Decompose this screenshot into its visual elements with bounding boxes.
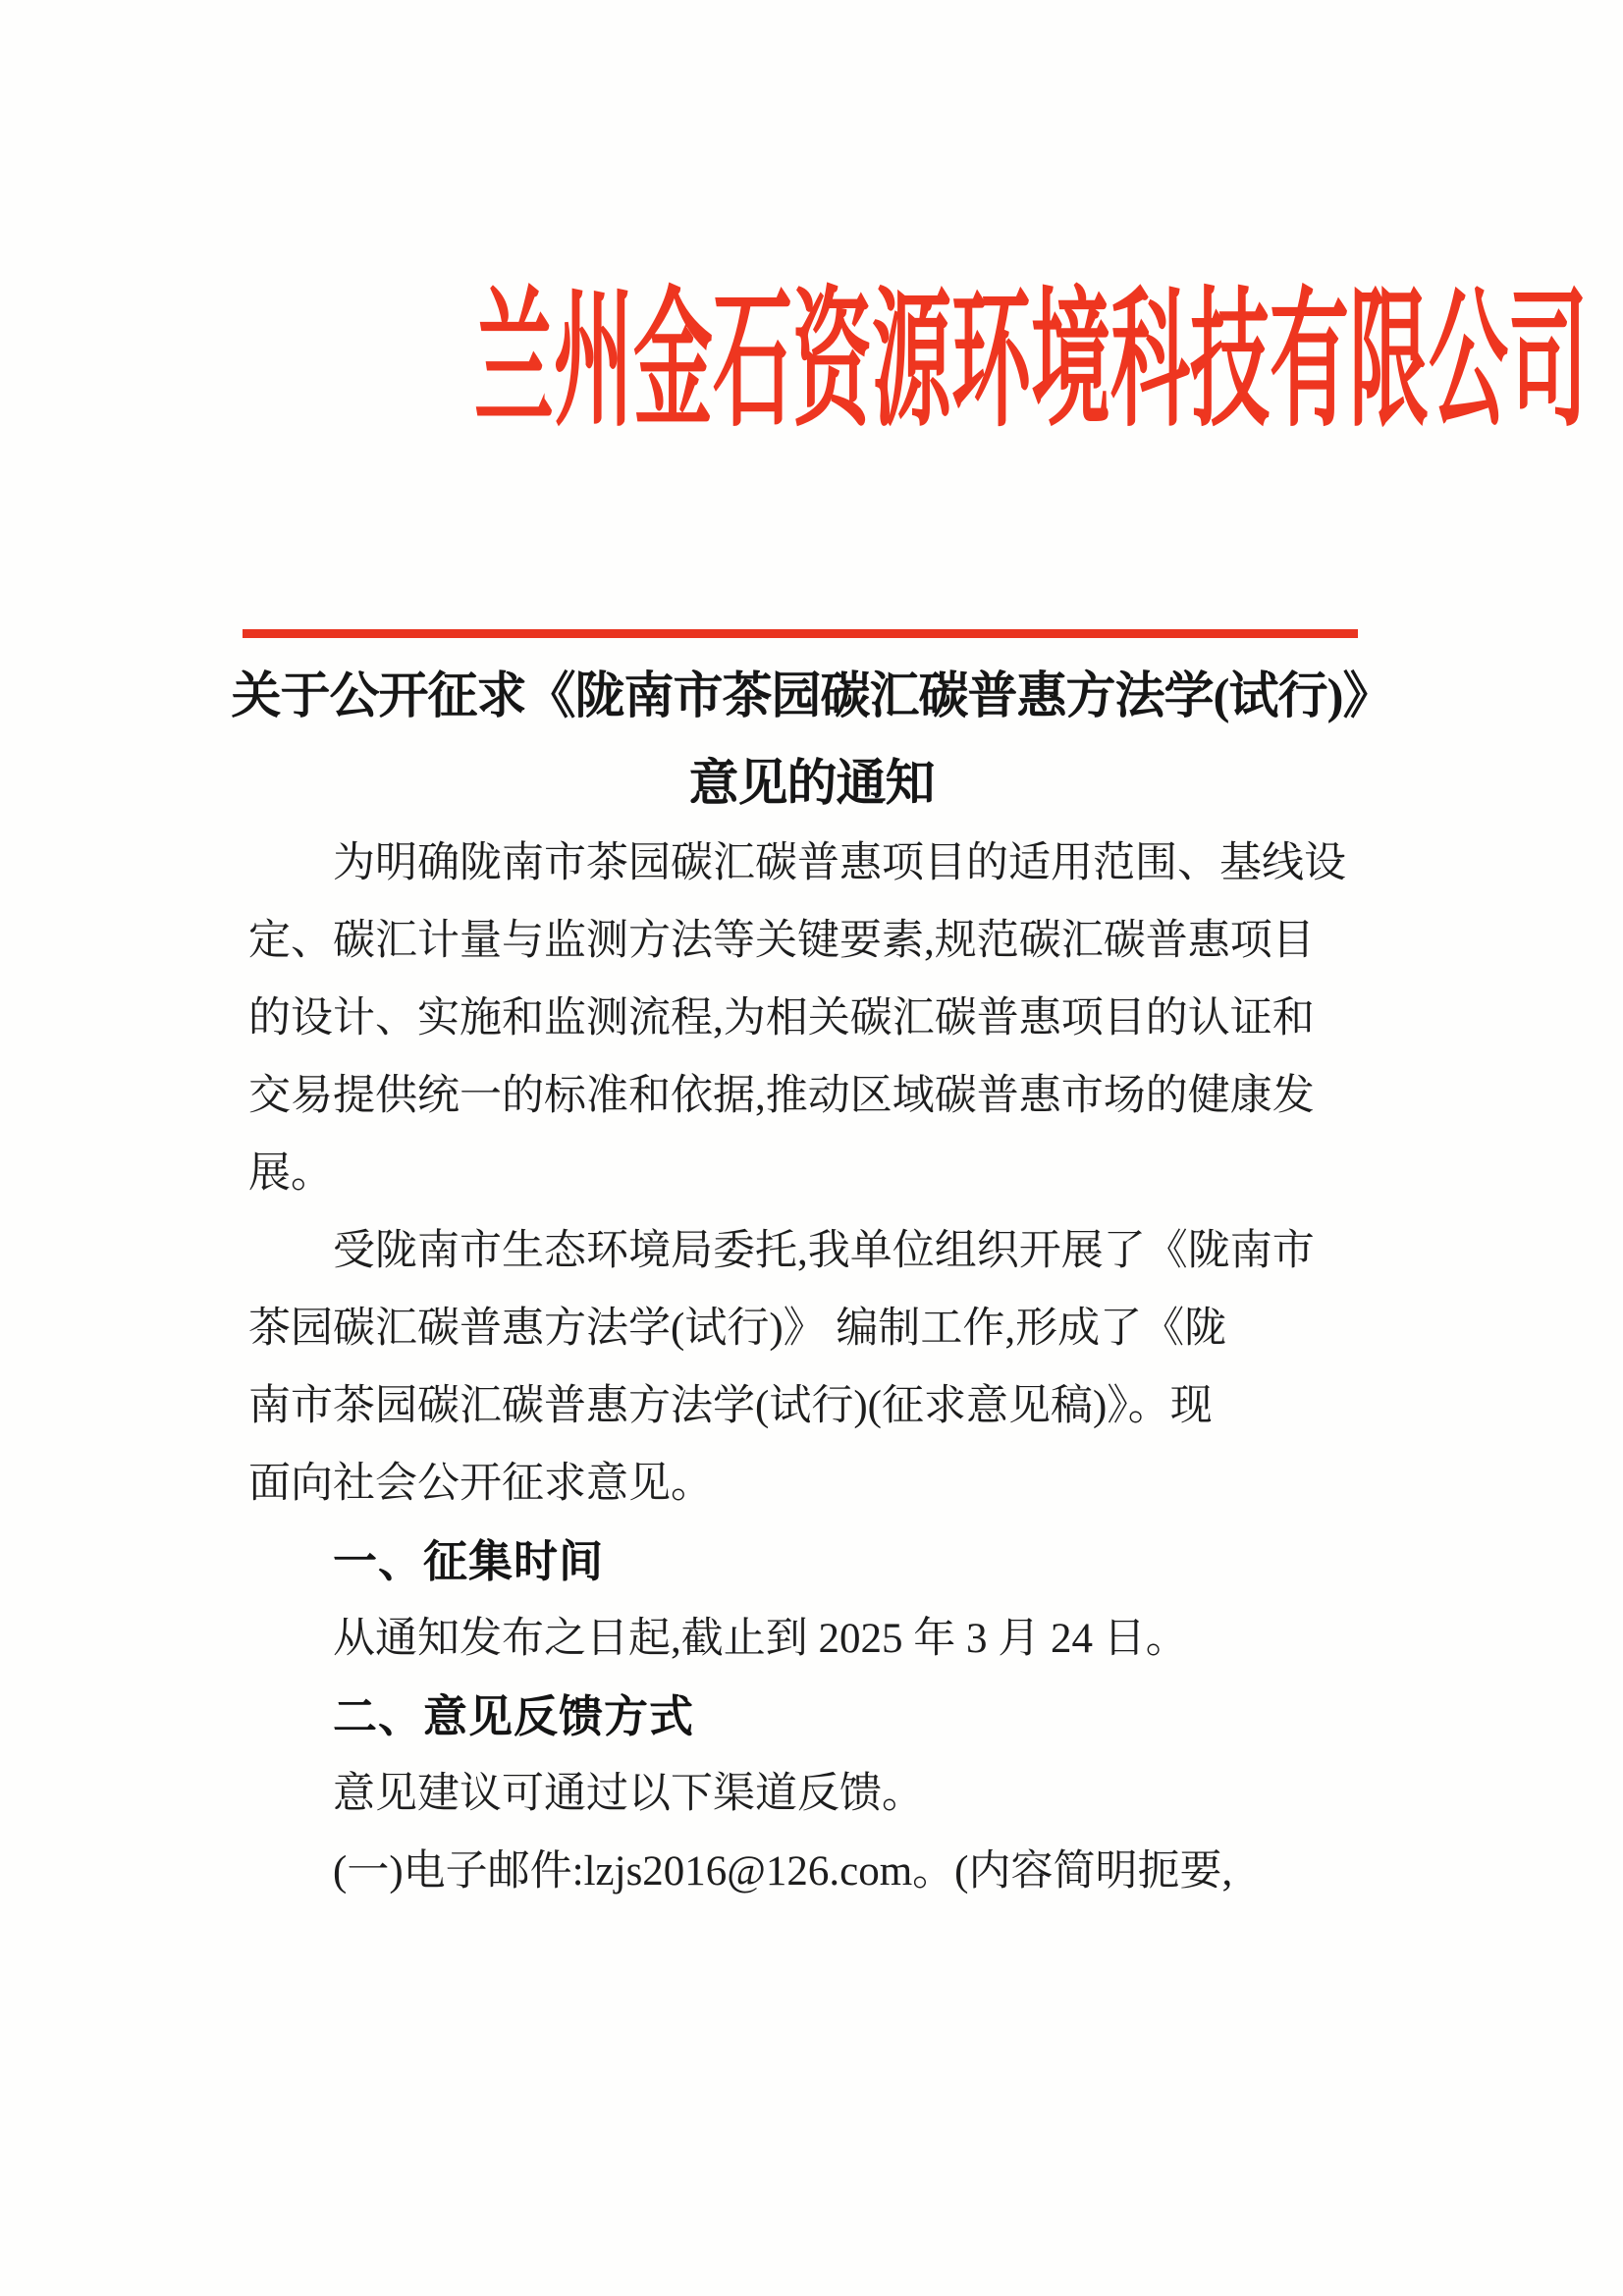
body-line: 南市茶园碳汇碳普惠方法学(试行)(征求意见稿)》。现 — [248, 1383, 1213, 1429]
body-line: 面向社会公开征求意见。 — [248, 1461, 713, 1507]
company-header — [0, 278, 1623, 446]
body-line: 为明确陇南市茶园碳汇碳普惠项目的适用范围、基线设 — [333, 840, 1346, 886]
body-line: 意见建议可通过以下渠道反馈。 — [333, 1771, 924, 1817]
body-line: 展。 — [248, 1150, 333, 1197]
contact-email-line: (一)电子邮件:lzjs2016@126.com。(内容简明扼要, — [333, 1848, 1233, 1895]
section-heading-feedback-methods: 二、意见反馈方式 — [333, 1691, 695, 1741]
body-line: 定、碳汇计量与监测方法等关键要素,规范碳汇碳普惠项目 — [248, 918, 1315, 964]
section-heading-collection-time: 一、征集时间 — [333, 1536, 605, 1586]
deadline-line: 从通知发布之日起,截止到 2025 年 3 月 24 日。 — [333, 1616, 1188, 1662]
body-line: 交易提供统一的标准和依据,推动区域碳普惠市场的健康发 — [248, 1073, 1315, 1119]
notice-body — [248, 825, 1358, 1910]
company-name: 兰州金石资源环境科技有限公司 — [474, 278, 1589, 446]
notice-title-line2: 意见的通知 — [688, 757, 935, 812]
body-line: 的设计、实施和监测流程,为相关碳汇碳普惠项目的认证和 — [248, 995, 1315, 1041]
body-line: 茶园碳汇碳普惠方法学(试行)》 编制工作,形成了《陇 — [248, 1306, 1227, 1352]
red-divider-line — [243, 629, 1358, 638]
notice-title — [0, 654, 1623, 828]
notice-title-line1: 关于公开征求《陇南市茶园碳汇碳普惠方法学(试行)》 — [231, 669, 1392, 724]
body-line: 受陇南市生态环境局委托,我单位组织开展了《陇南市 — [333, 1228, 1315, 1274]
